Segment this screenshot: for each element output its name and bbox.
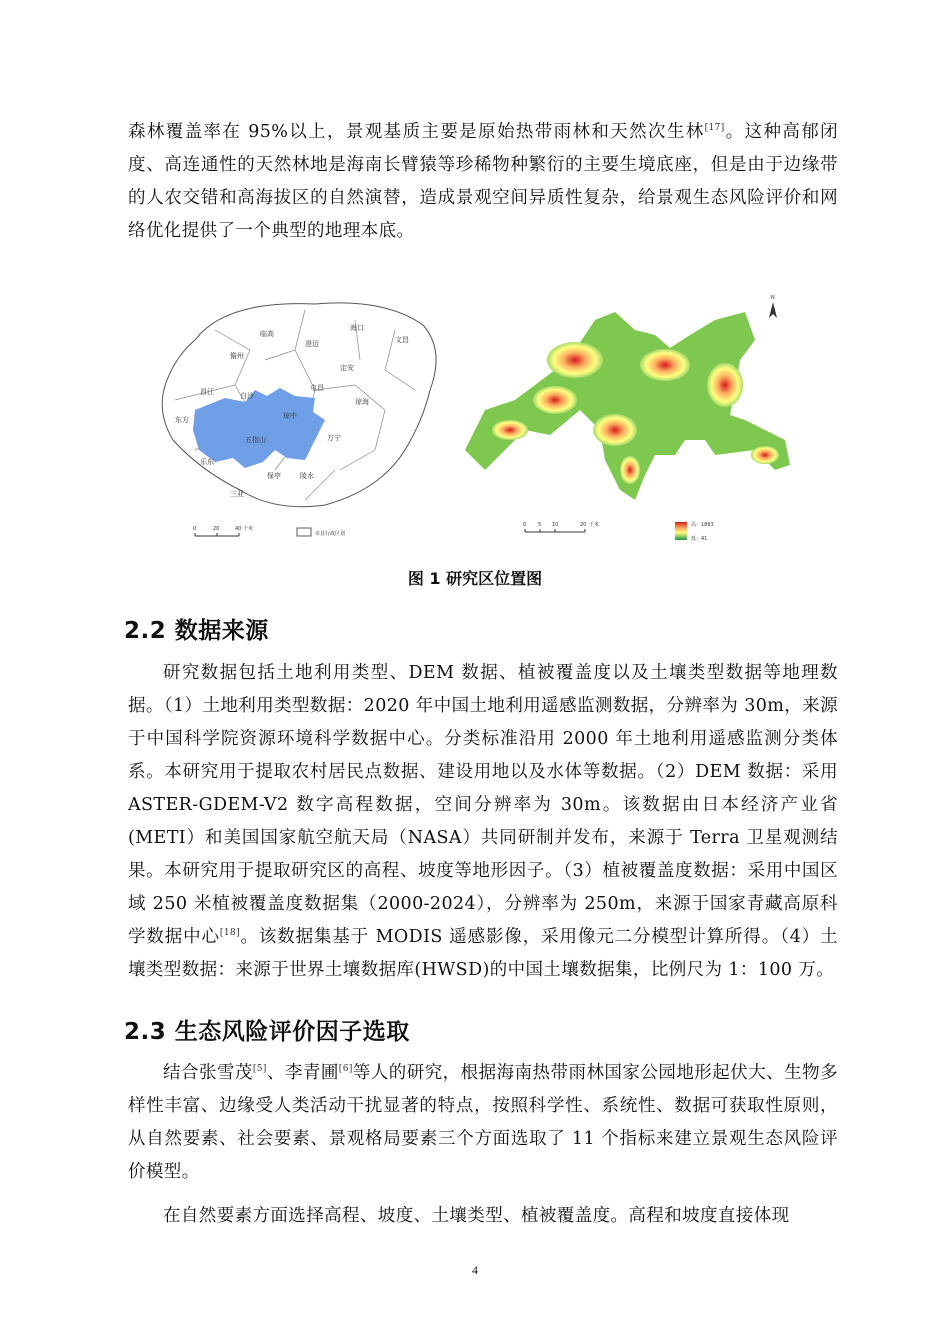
city-label: 屯昌: [310, 384, 324, 392]
scale-tick: 20: [213, 526, 220, 532]
page-number: 4: [472, 1263, 478, 1277]
scale-bar: [523, 521, 599, 532]
city-label: 白沙: [240, 392, 254, 400]
city-label: 三亚: [230, 490, 244, 498]
scale-bar: [193, 525, 253, 536]
paragraph-data-sources: [128, 657, 838, 987]
admin-map: [155, 290, 455, 545]
legend-low: 低：41: [691, 536, 708, 542]
scale-tick: 0: [193, 526, 197, 532]
paragraph-study-area: [128, 116, 838, 248]
section-heading-factor-selection: 2.3 生态风险评价因子选取: [124, 1019, 410, 1045]
section-heading-data-sources: 2.2 数据来源: [124, 618, 269, 644]
scale-tick: 5: [538, 522, 542, 528]
text: 。该数据集基于 MODIS 遥感影像，采用像元二分模型计算所得。（4）土壤类型数据：来源于世界土壤数据库(HWSD)的中国土壤数据集，比例尺为 1：100 万。: [128, 927, 838, 980]
scale-unit: 千米: [243, 526, 254, 532]
city-label: 东方: [175, 416, 189, 424]
paragraph-factor-selection: [128, 1057, 838, 1189]
city-label: 琼海: [355, 398, 369, 406]
citation: [18]: [219, 928, 240, 938]
text: 结合张雪茂: [163, 1063, 253, 1083]
legend-label: 市县行政区划: [315, 531, 346, 537]
city-label: 万宁: [327, 434, 341, 442]
north-arrow: [769, 295, 777, 318]
text: 森林覆盖率在 95%以上，景观基质主要是原始热带雨林和天然次生林: [128, 122, 705, 142]
scale-tick: 20: [580, 522, 587, 528]
text: 、李青圃: [266, 1063, 339, 1083]
city-label: 海口: [350, 324, 364, 332]
city-label: 昌江: [200, 388, 214, 396]
city-label: 儋州: [230, 352, 244, 360]
city-label: 五指山: [245, 436, 266, 444]
city-label: 定安: [340, 364, 354, 372]
city-label: 陵水: [300, 472, 314, 480]
scale-unit: 千米: [589, 522, 600, 528]
legend: [297, 528, 345, 537]
city-label: 乐东: [200, 458, 214, 466]
citation: [6]: [338, 1064, 353, 1074]
city-label: 澄迈: [305, 340, 319, 348]
city-label: 文昌: [395, 336, 409, 344]
text: 等人的研究，根据海南热带雨林国家公园地形起伏大、生物多样性丰富、边缘受人类活动干扰显著的特点，按照科学性、系统性、数据可获取性原则，从自然要素、社会要素、景观格局要素三个方面选取了 11 个指标来建立景观生态风险评价模型。: [128, 1063, 838, 1182]
citation: [5]: [252, 1064, 267, 1074]
paragraph-natural-factors: 在自然要素方面选择高程、坡度、土壤类型、植被覆盖度。高程和坡度直接体现: [163, 1206, 790, 1226]
text: 。这种高郁闭度、高连通性的天然林地是海南长臂猿等珍稀物种繁衍的主要生境底座，但是由于边缘带的人农交错和高海拔区的自然演替，造成景观空间异质性复杂，给景观生态风险评价和网络优化提供了一个典型的地理本底。: [128, 122, 838, 241]
legend-high: 高：1863: [691, 522, 714, 528]
scale-tick: 10: [552, 522, 559, 528]
figure-caption: 图 1 研究区位置图: [407, 569, 543, 588]
city-label: 保亭: [267, 472, 281, 480]
scale-tick: 0: [523, 522, 527, 528]
text: 研究数据包括土地利用类型、DEM 数据、植被覆盖度以及土壤类型数据等地理数据。（1）土地利用类型数据：2020 年中国土地利用遥感监测数据，分辨率为 30m，来源于中国科学院资源环境科学数据中心。分类标准沿用 2000 年土地利用遥感监测分类体系。本研究用于提取农村居民点数据、建设用地以及水体等数据。（2）DEM 数据：采用 ASTER-GDEM-V2 数字高程数据，空间分辨率为 30m。该数据由日本经济产业省(METI）和美国国家航空航天局（NASA）共同研制并发布，来源于 Terra 卫星观测结果。本研究用于提取研究区的高程、坡度等地形因子。（3）植被覆盖度数据：采用中国区域 250 米植被覆盖度数据集（2000-2024），分辨率为 250m，来源于国家青藏高原科学数据中心: [128, 663, 838, 947]
city-label: 琼中: [283, 412, 297, 420]
legend: [675, 521, 714, 542]
scale-tick: 40: [235, 526, 242, 532]
citation: [17]: [704, 123, 725, 133]
city-label: 临高: [260, 330, 274, 338]
north-label: N: [771, 295, 775, 301]
elevation-map: [455, 290, 800, 545]
